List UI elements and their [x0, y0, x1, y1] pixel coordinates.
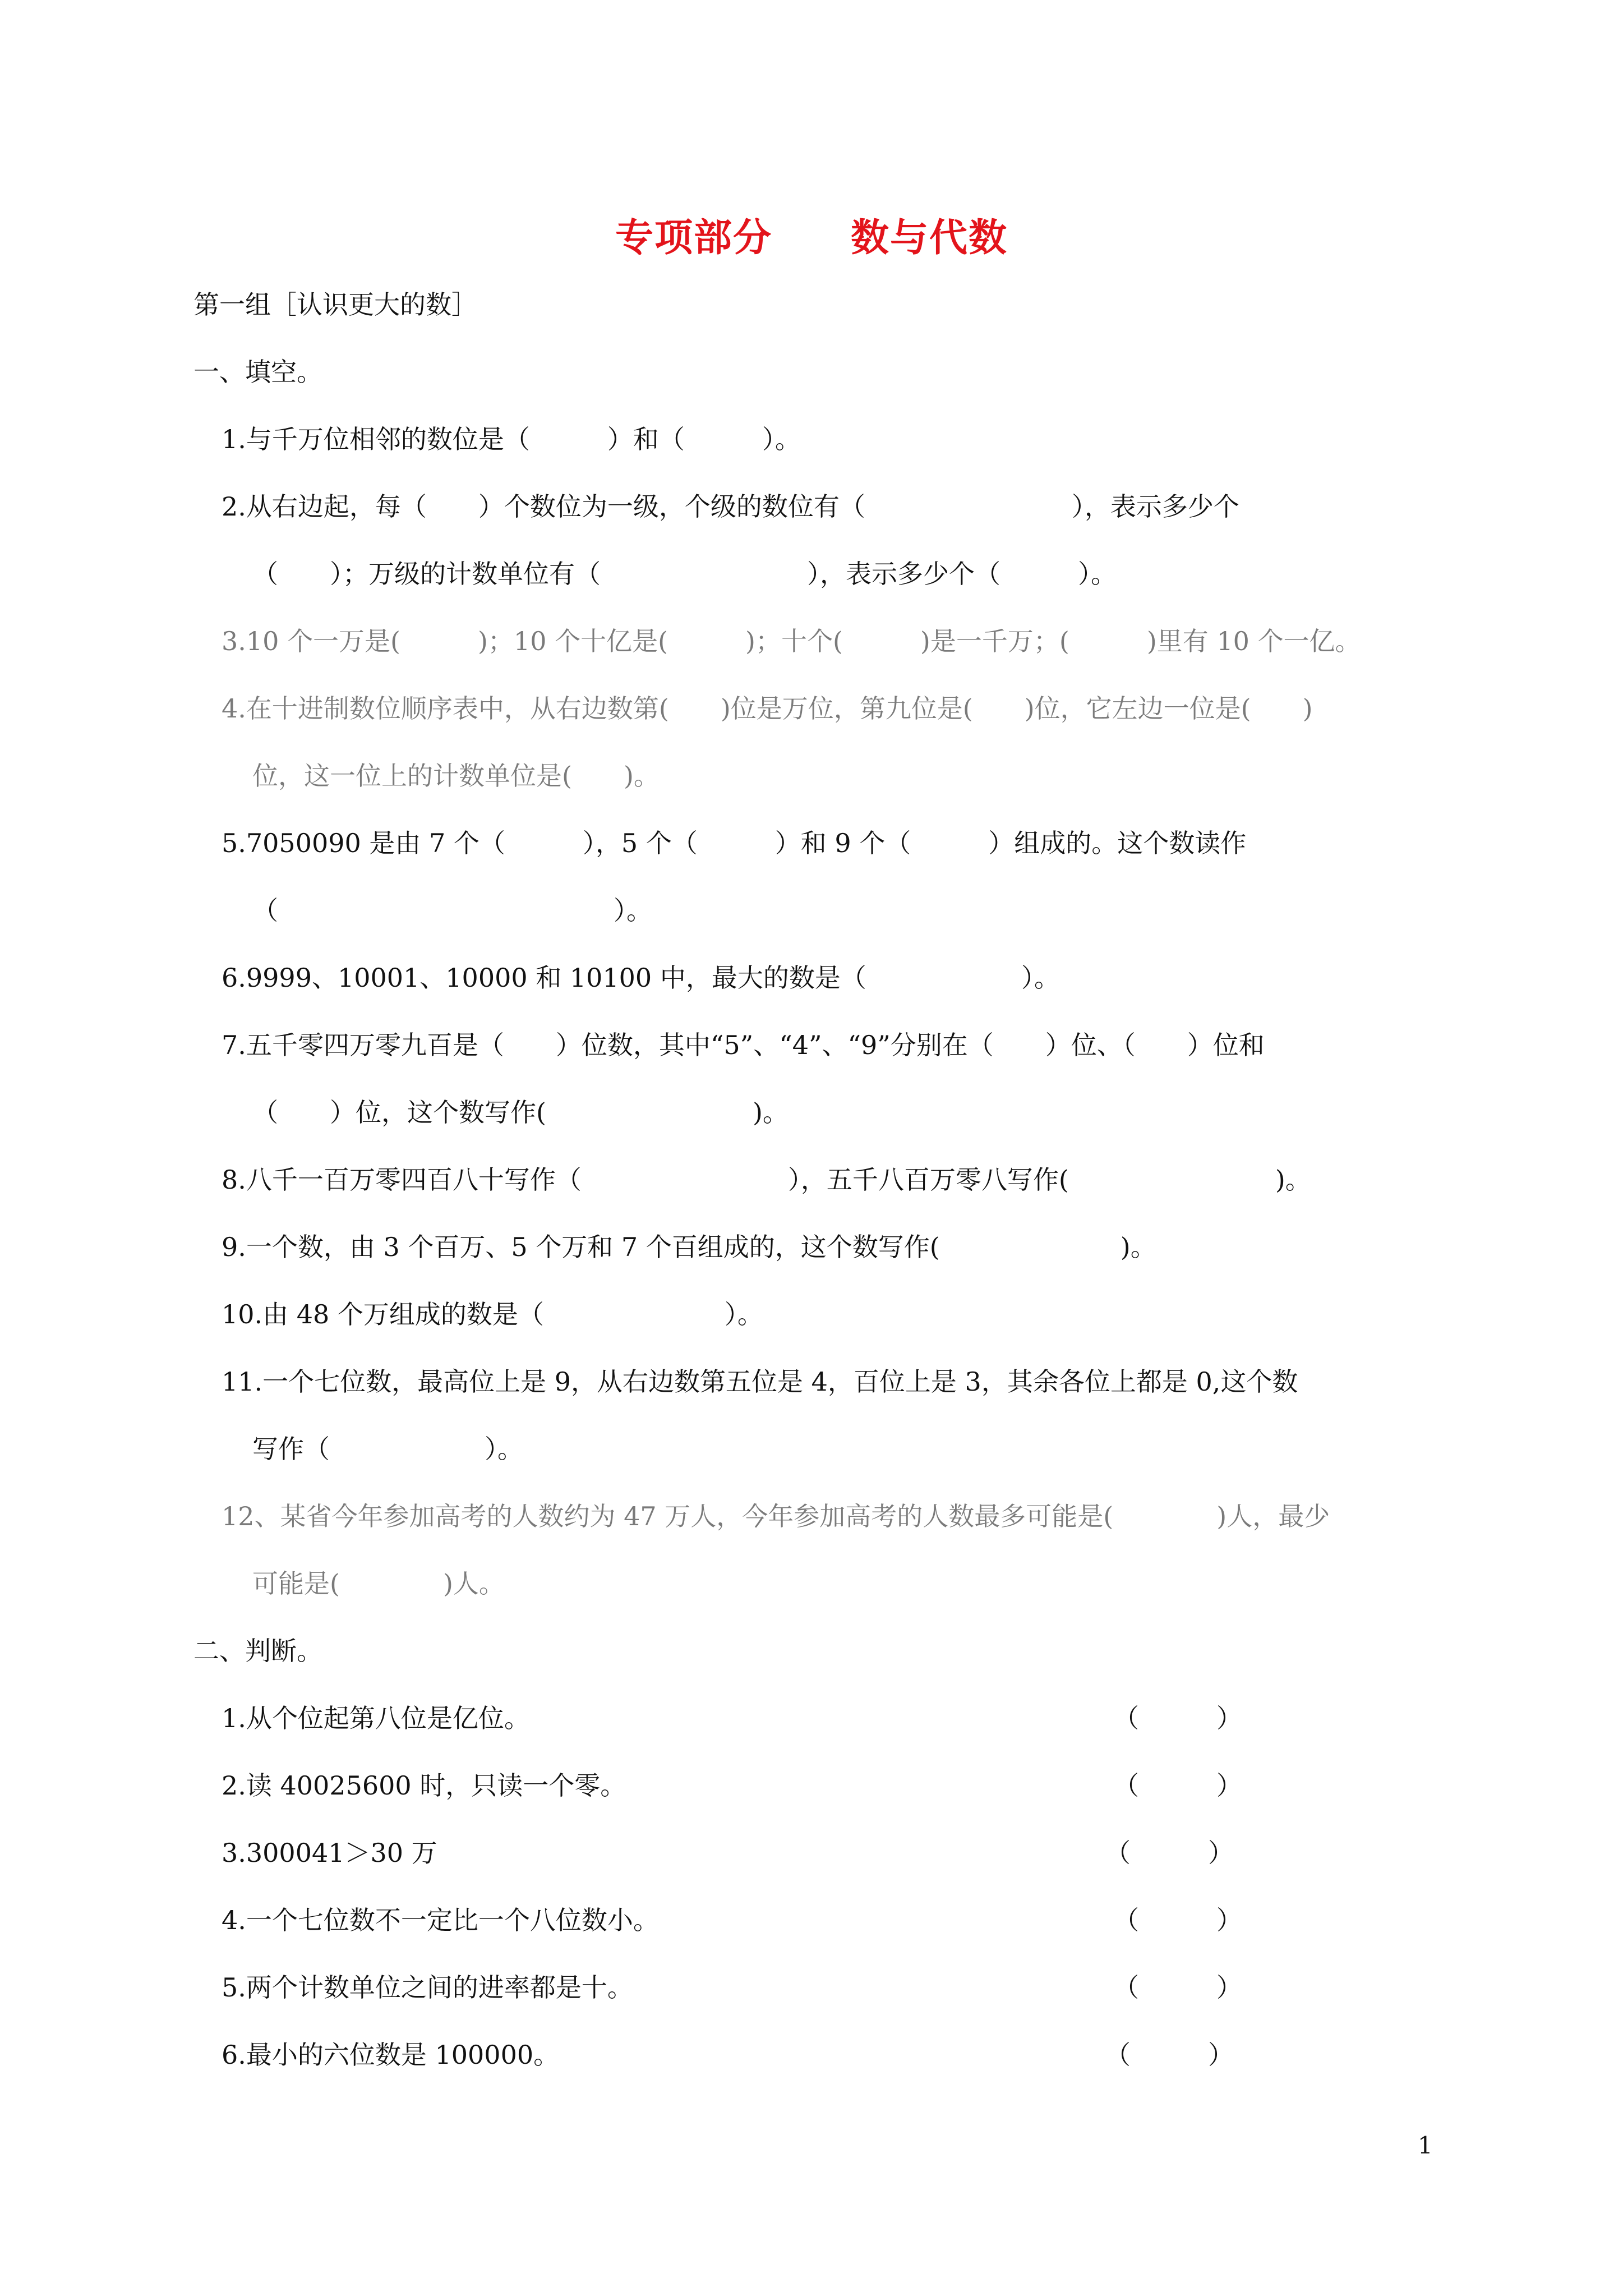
section-title-fill-blank: 一、填空。 — [193, 357, 322, 387]
fill-question-1: 1.与千万位相邻的数位是（ ）和（ ）。 — [222, 424, 801, 454]
judge-question-2: 2.读 40025600 时，只读一个零。 — [222, 1770, 626, 1801]
page-title: 专项部分 数与代数 — [615, 215, 1008, 260]
fill-question-6: 6.9999、10001、10000 和 10100 中，最大的数是（ ）。 — [222, 963, 1060, 993]
judge-question-1: 1.从个位起第八位是亿位。 — [222, 1703, 530, 1733]
fill-question-7-cont: （ ）位，这个数写作( )。 — [252, 1097, 789, 1128]
fill-question-4: 4.在十进制数位顺序表中，从右边数第( )位是万位，第九位是( )位，它左边一位是( ) — [222, 693, 1313, 724]
fill-question-8: 8.八千一百万零四百八十写作（ ），五千八百万零八写作( )。 — [222, 1165, 1311, 1195]
page-number: 1 — [1418, 2132, 1433, 2159]
judge-answer-paren-6: （ ） — [1105, 2040, 1234, 2070]
fill-question-3: 3.10 个一万是( )；10 个十亿是( )；十个( )是一千万；( )里有 10 个一亿。 — [222, 626, 1361, 656]
judge-question-4: 4.一个七位数不一定比一个八位数小。 — [222, 1905, 659, 1935]
fill-question-12-cont: 可能是( )人。 — [252, 1568, 505, 1599]
fill-question-2-cont: （ ）；万级的计数单位有（ ），表示多少个（ ）。 — [252, 559, 1117, 589]
fill-question-11-cont: 写作（ ）。 — [252, 1434, 523, 1464]
judge-answer-paren-3: （ ） — [1105, 1838, 1234, 1868]
judge-answer-paren-5: （ ） — [1113, 1972, 1242, 2003]
fill-question-12: 12、某省今年参加高考的人数约为 47 万人，今年参加高考的人数最多可能是( )人，最少 — [222, 1501, 1330, 1531]
fill-question-5-cont: （ ）。 — [252, 895, 652, 926]
fill-question-4-cont: 位，这一位上的计数单位是( )。 — [252, 761, 660, 791]
fill-question-9: 9.一个数，由 3 个百万、5 个万和 7 个百组成的，这个数写作( )。 — [222, 1232, 1156, 1262]
judge-question-3: 3.300041＞30 万 — [222, 1838, 437, 1868]
judge-question-5: 5.两个计数单位之间的进率都是十。 — [222, 1972, 633, 2003]
judge-answer-paren-4: （ ） — [1113, 1905, 1242, 1935]
fill-question-5: 5.7050090 是由 7 个（ ），5 个（ ）和 9 个（ ）组成的。这个数读作 — [222, 828, 1247, 858]
fill-question-2: 2.从右边起，每（ ）个数位为一级，个级的数位有（ ），表示多少个 — [222, 491, 1239, 522]
section-title-judge: 二、判断。 — [193, 1636, 322, 1666]
judge-answer-paren-2: （ ） — [1113, 1770, 1242, 1801]
judge-answer-paren-1: （ ） — [1113, 1703, 1242, 1733]
fill-question-11: 11.一个七位数，最高位上是 9，从右边数第五位是 4，百位上是 3，其余各位上都是 0,这个数 — [222, 1366, 1298, 1397]
fill-question-7: 7.五千零四万零九百是（ ）位数，其中“5”、“4”、“9”分别在（ ）位、（ ）位和 — [222, 1030, 1265, 1060]
judge-question-6: 6.最小的六位数是 100000。 — [222, 2040, 560, 2070]
fill-question-10: 10.由 48 个万组成的数是（ ）。 — [222, 1299, 763, 1329]
group-title: 第一组［认识更大的数］ — [193, 289, 477, 320]
